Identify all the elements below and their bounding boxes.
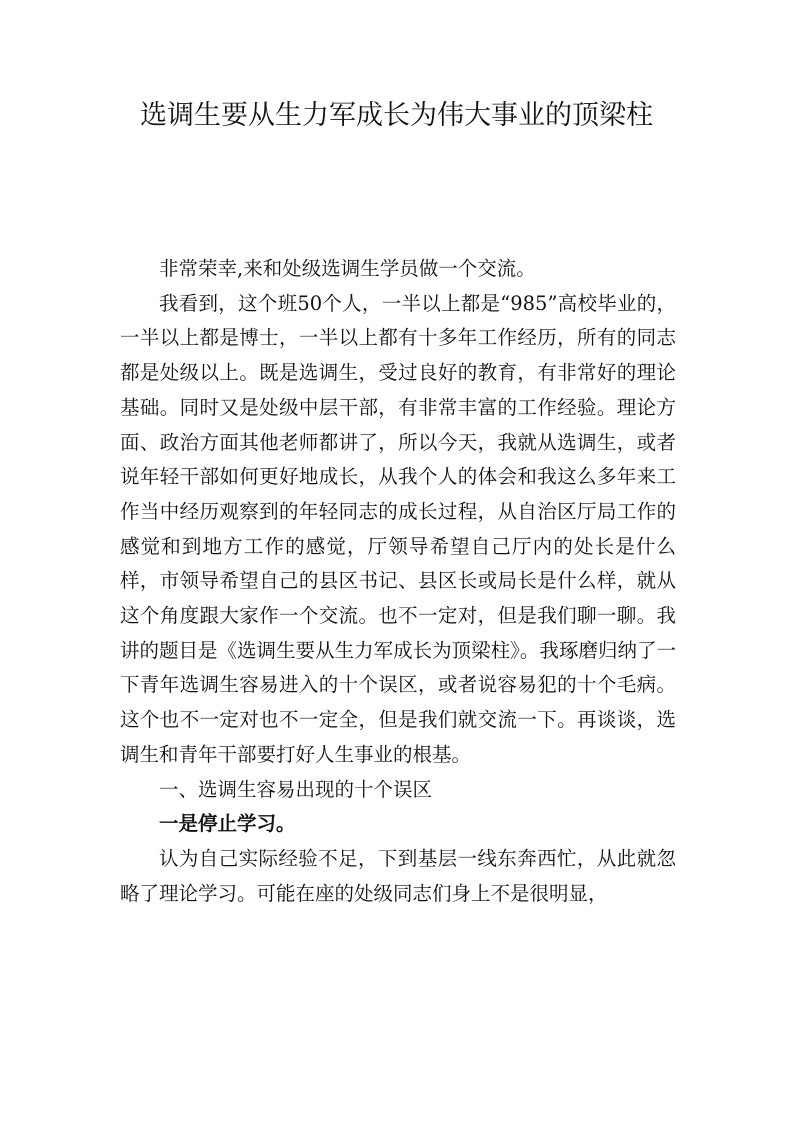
paragraph-opening: 非常荣幸,来和处级选调生学员做一个交流。 xyxy=(159,257,536,280)
subsection-heading: 一是停止学习。 xyxy=(159,812,296,836)
document-body xyxy=(120,252,676,911)
paragraph-body: 认为自己实际经验不足，下到基层一线东奔西忙，从此就忽略了理论学习。可能在座的处级同志们身上不是很明显， xyxy=(120,846,676,905)
paragraph-introduction: 我看到，这个班50个人，一半以上都是“985”高校毕业的，一半以上都是博士，一半以上都有十多年工作经历，所有的同志都是处级以上。既是选调生，受过良好的教育，有非常好的理论基础。同时又是处级中层干部，有非常丰富的工作经验。理论方面、政治方面其他老师都讲了，所以今天，我就从选调生，或者说年轻干部如何更好地成长，从我个人的体会和我这么多年来工作当中经历观察到的年轻同志的成长过程，从自治区厅局工作的感觉和到地方工作的感觉，厅领导希望自己厅内的处长是什么样，市领导希望自己的县区书记、县区长或局长是什么样，就从这个角度跟大家作一个交流。也不一定对，但是我们聊一聊。我讲的题目是《选调生要从生力军成长为顶梁柱》。我琢磨归纳了一下青年选调生容易进入的十个误区，或者说容易犯的十个毛病。这个也不一定对也不一定全，但是我们就交流一下。再谈谈，选调生和青年干部要打好人生事业的根基。 xyxy=(120,291,676,766)
document-title: 选调生要从生力军成长为伟大事业的顶梁柱 xyxy=(140,100,653,131)
section-heading: 一、选调生容易出现的十个误区 xyxy=(159,777,433,801)
